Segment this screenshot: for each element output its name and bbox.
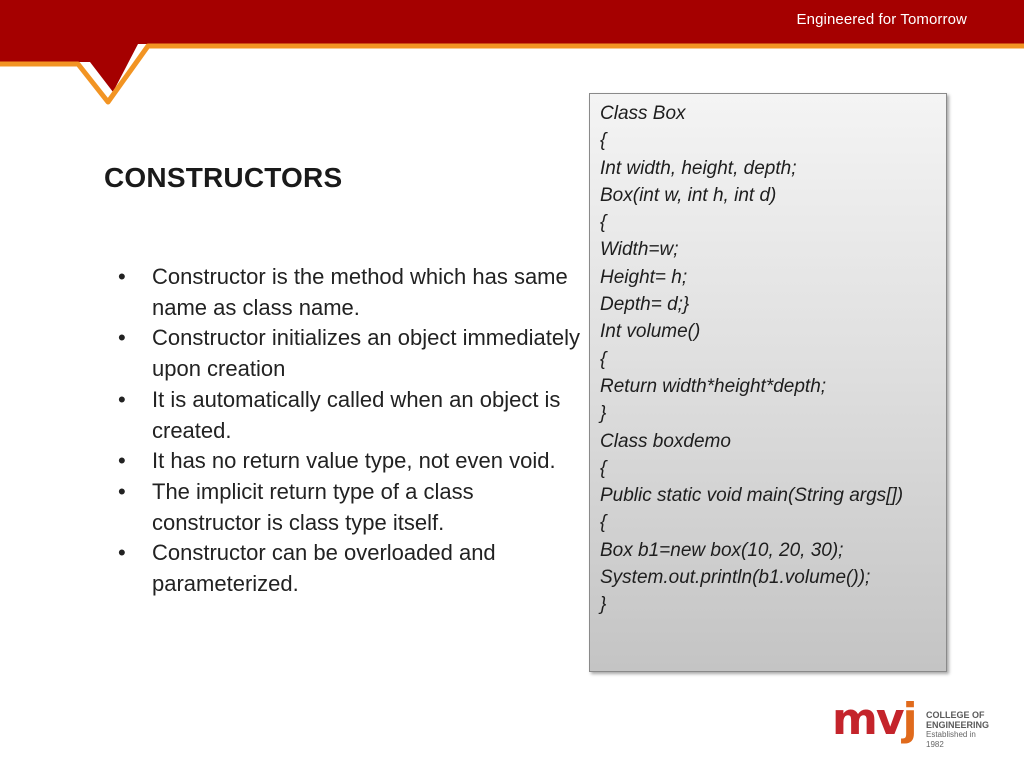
bullet-item [118, 262, 580, 323]
code-line: { [600, 212, 607, 234]
code-line: } [600, 403, 607, 425]
code-line: Depth= d;} [600, 294, 690, 316]
bullet-icon: • [118, 386, 126, 412]
logo-line-1: COLLEGE OF [926, 710, 985, 720]
code-line: Box(int w, int h, int d) [600, 184, 777, 206]
bullet-icon: • [118, 478, 126, 504]
code-line: { [600, 348, 607, 370]
bullet-text: It has no return value type, not even void. [152, 448, 556, 474]
code-line: Public static void main(String args[]) [600, 485, 904, 507]
code-line: Box b1=new box(10, 20, 30); [600, 539, 844, 561]
code-line: } [600, 594, 607, 616]
code-line: Int volume() [600, 321, 701, 343]
college-logo [832, 696, 994, 750]
code-line: Height= h; [600, 266, 688, 288]
bullet-text: It is automatically called when an object is created. [152, 386, 561, 443]
bullet-icon: • [118, 448, 126, 474]
bullet-list [118, 262, 580, 600]
code-box [589, 93, 947, 672]
logo-line-3: Established in 1982 [926, 730, 976, 749]
code-line: { [600, 457, 607, 479]
code-line: Width=w; [600, 239, 679, 261]
code-line: Return width*height*depth; [600, 375, 827, 397]
bullet-text: Constructor initializes an object immediately upon creation [152, 325, 580, 382]
code-line: Class Box [600, 103, 686, 124]
logo-text [926, 710, 994, 750]
bullet-item [118, 477, 580, 538]
code-line: System.out.println(b1.volume()); [600, 567, 871, 589]
code-line: { [600, 512, 607, 534]
code-line: { [600, 130, 607, 152]
code-line: Class boxdemo [600, 430, 731, 452]
header-tagline: Engineered for Tomorrow [796, 11, 967, 28]
code-line: Int width, height, depth; [600, 157, 797, 179]
logo-line-2: ENGINEERING [926, 720, 990, 730]
bullet-icon: • [118, 325, 126, 351]
bullet-item [118, 323, 580, 384]
bullet-text: Constructor is the method which has same name as class name. [152, 264, 568, 320]
mvj-logo-mark: mvj [832, 694, 916, 745]
slide-title: CONSTRUCTORS [104, 162, 343, 193]
bullet-item [118, 446, 580, 477]
bullet-item [118, 385, 580, 446]
bullet-text: Constructor can be overloaded and parameterized. [152, 540, 496, 597]
bullet-item [118, 538, 580, 599]
bullet-icon: • [118, 264, 126, 289]
bullet-text: The implicit return type of a class constructor is class type itself. [152, 478, 474, 535]
bullet-icon: • [118, 540, 126, 566]
